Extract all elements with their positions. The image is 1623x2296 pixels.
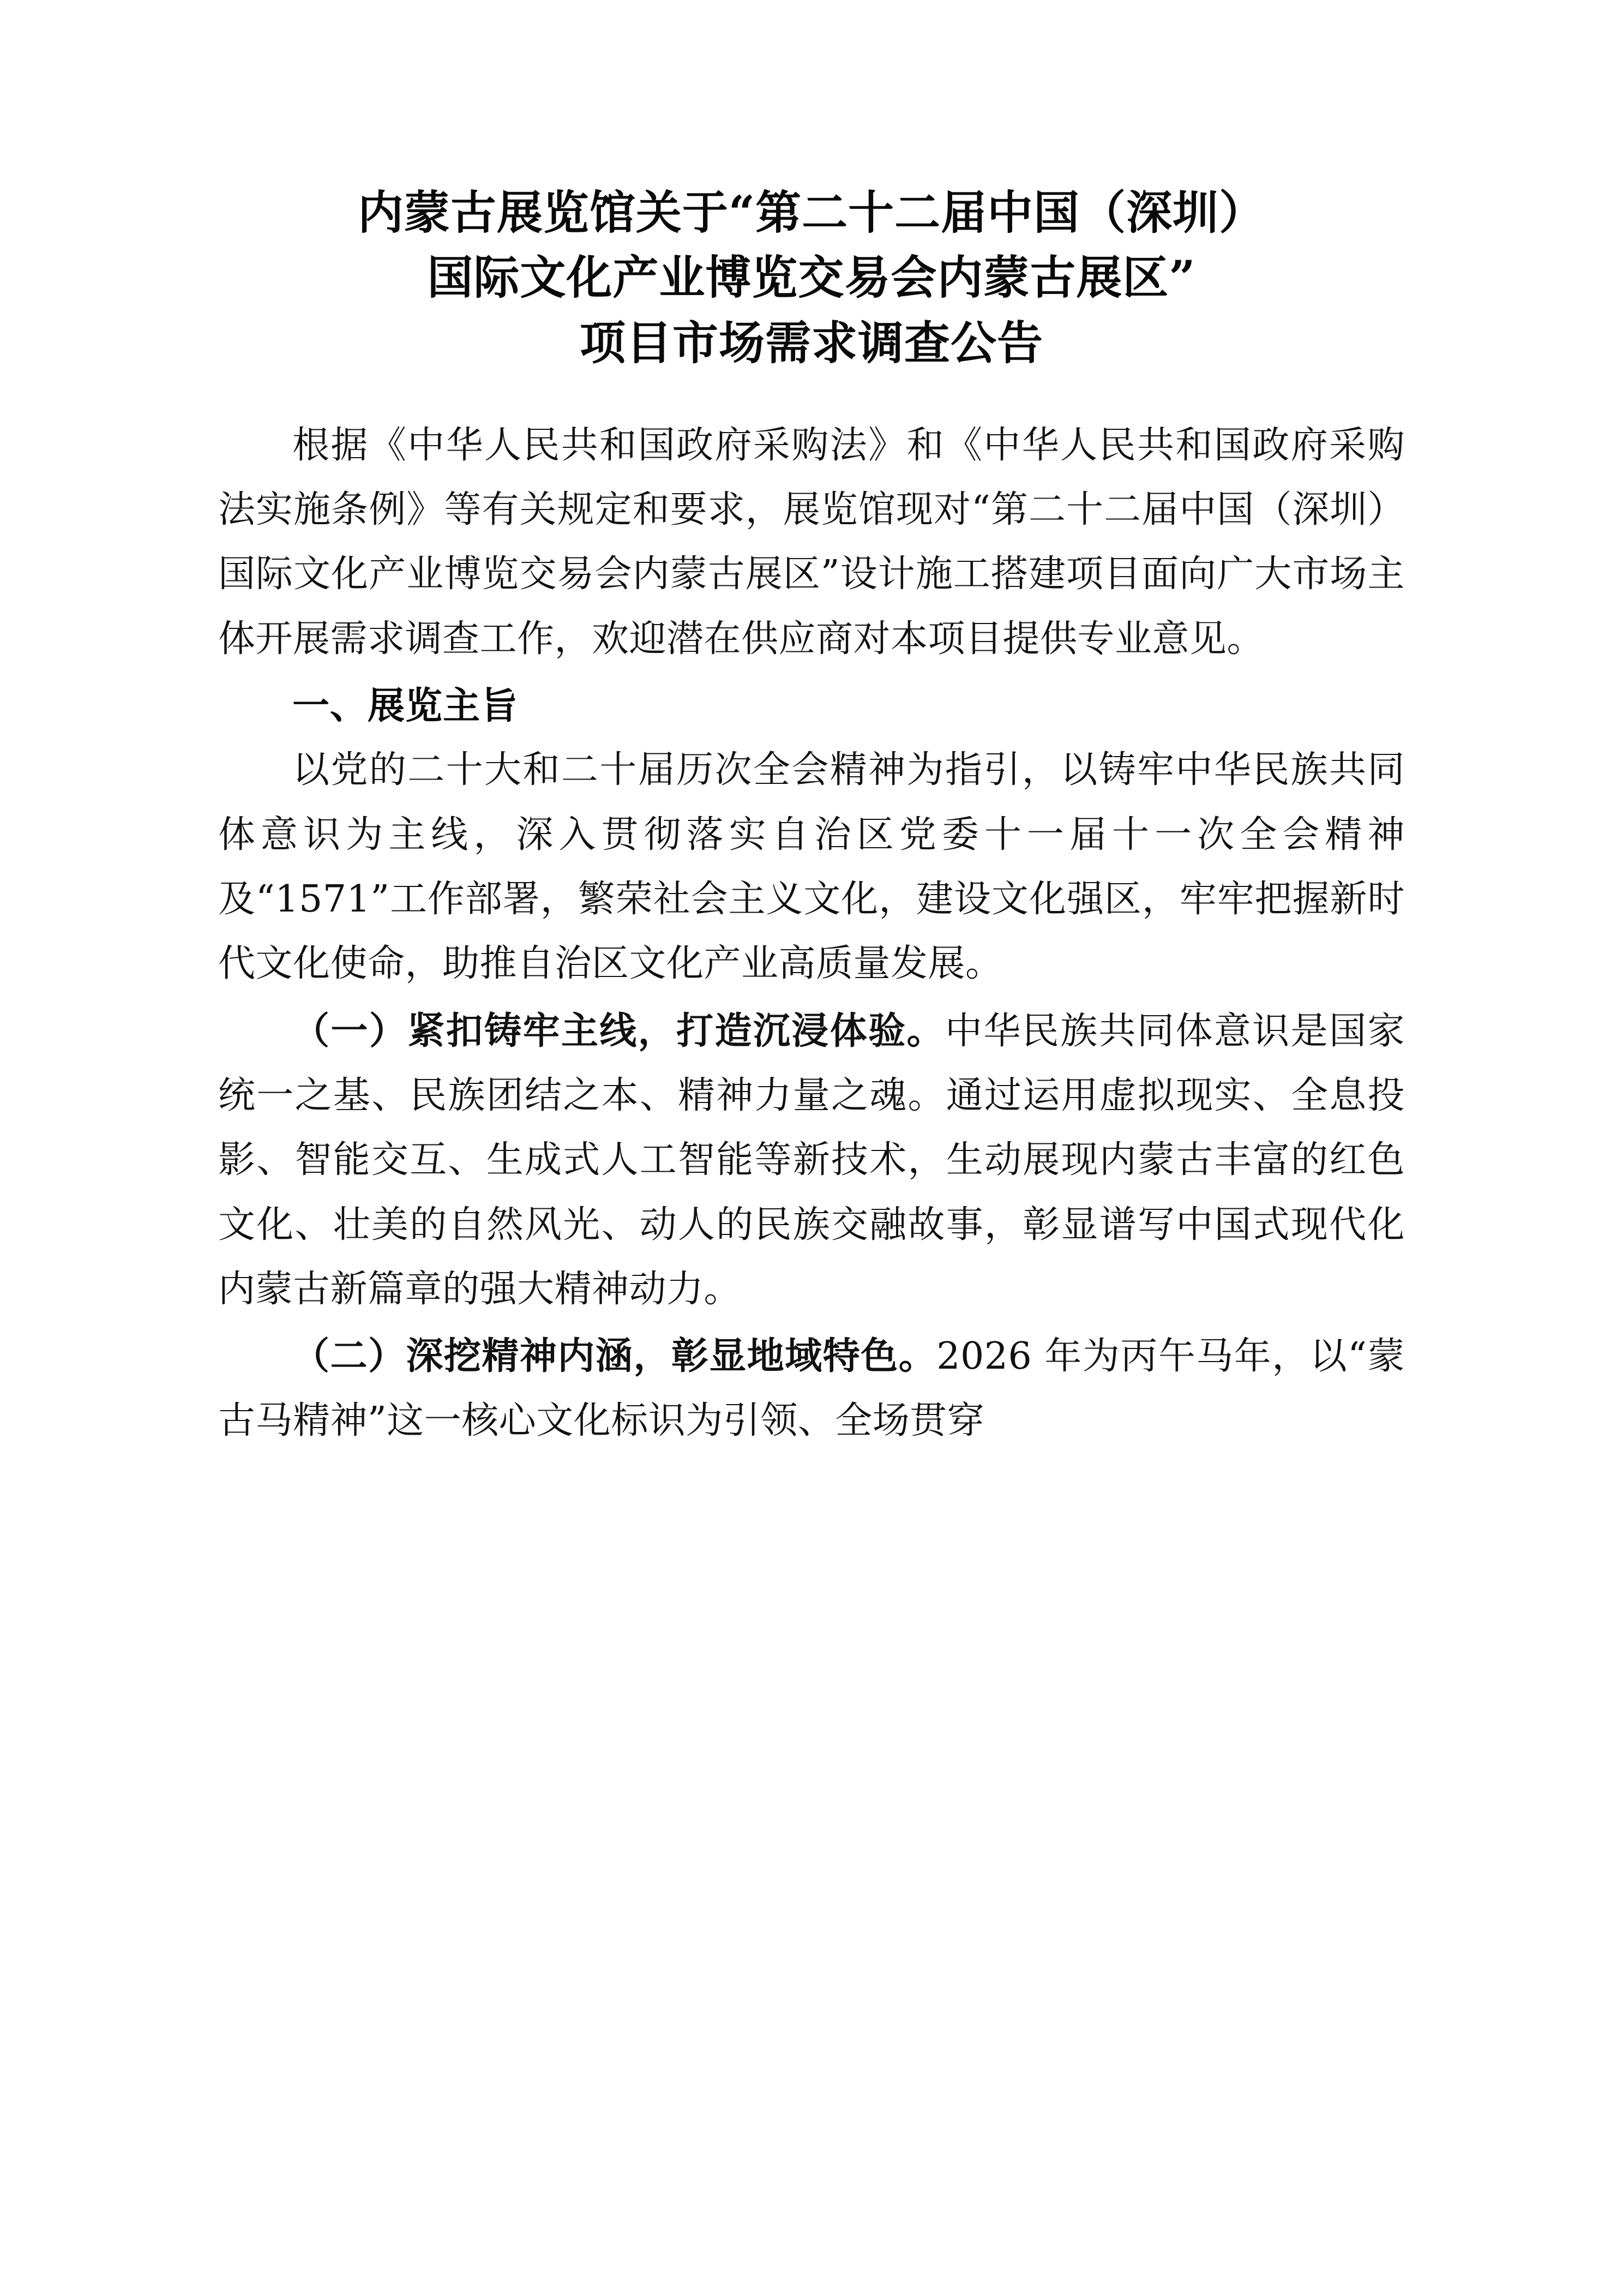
- section-one-item-1: [218, 999, 1405, 1322]
- item-2-text: 2026 年为丙午马年，以“蒙古马精神”这一核心文化标识为引领、全场贯穿: [218, 1335, 1405, 1443]
- item-1-text: 中华民族共同体意识是国家统一之基、民族团结之本、精神力量之魂。通过运用虚拟现实、全息投影、智能交互、生成式人工智能等新技术，生动展现内蒙古丰富的红色文化、壮美的自然风光、动人的民族交融故事，彰显谱写中国式现代化内蒙古新篇章的强大精神动力。: [218, 1009, 1405, 1311]
- section-one-paragraph: 以党的二十大和二十届历次全会精神为指引，以铸牢中华民族共同体意识为主线，深入贯彻落实自治区党委十一届十一次全会精神及“1571”工作部署，繁荣社会主义文化，建设文化强区，牢牢把握新时代文化使命，助推自治区文化产业高质量发展。: [218, 748, 1405, 986]
- section-heading-one: 一、展览主旨: [292, 684, 519, 728]
- item-1-lead: （一）紧扣铸牢主线，打造沉浸体验。: [292, 1009, 945, 1053]
- section-one-item-2: [218, 1324, 1405, 1454]
- title-line-3: 项目市场需求调查公告: [579, 315, 1043, 370]
- title-line-2: 国际文化产业博览交易会内蒙古展区”: [427, 250, 1196, 305]
- title-line-1: 内蒙古展览馆关于“第二十二届中国（深圳）: [357, 185, 1266, 239]
- intro-paragraph: 根据《中华人民共和国政府采购法》和《中华人民共和国政府采购法实施条例》等有关规定和要求，展览馆现对“第二十二届中国（深圳）国际文化产业博览交易会内蒙古展区”设计施工搭建项目面向广大市场主体开展需求调查工作，欢迎潜在供应商对本项目提供专业意见。: [218, 423, 1405, 661]
- page-title: [218, 180, 1405, 375]
- item-2-lead: （二）深挖精神内涵，彰显地域特色。: [292, 1334, 937, 1378]
